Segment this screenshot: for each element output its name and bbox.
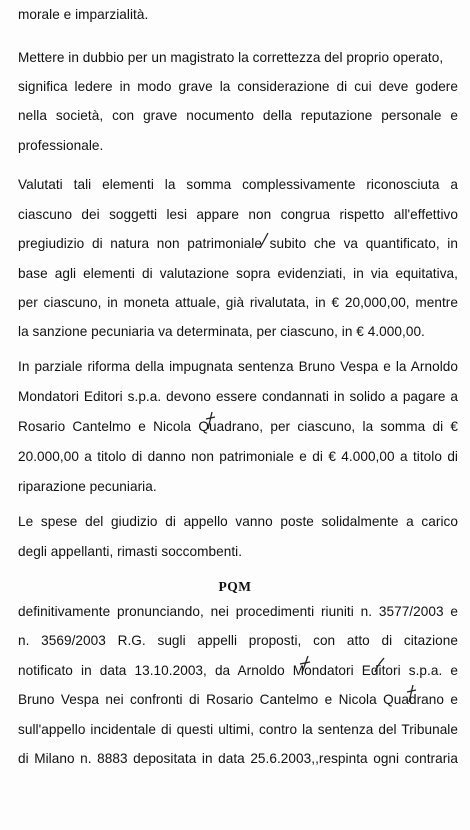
text-line: la sanzione pecuniaria va determinata, per ciascuno, in € 4.000,00. — [18, 324, 425, 339]
text-line: definitivamente pronunciando, nei procedimenti riuniti n. 3577/2003 e — [18, 604, 458, 619]
text-line: ciascuno dei soggetti lesi appare non congrua rispetto all'effettivo — [18, 207, 458, 222]
text-line: significa ledere in modo grave la considerazione di cui deve godere — [18, 79, 458, 94]
text-line: Le spese del giudizio di appello vanno poste solidalmente a carico — [18, 514, 458, 529]
text-line: notificato in data 13.10.2003, da Arnoldo Mondatori Editori s.p.a. e — [18, 663, 458, 678]
text-line: riparazione pecuniaria. — [18, 479, 157, 494]
text-line: sull'appello incidentale di questi ultimi, contro la sentenza del Tribunale — [18, 722, 458, 737]
text-line: Bruno Vespa nei confronti di Rosario Cantelmo e Nicola Quadrano e — [18, 692, 458, 707]
text-line: 20.000,00 a titolo di danno non patrimoniale e di € 4.000,00 a titolo di — [18, 449, 458, 464]
text-line: base agli elementi di valutazione sopra evidenziati, in via equitativa, — [18, 266, 458, 281]
text-line: professionale. — [18, 138, 104, 153]
text-line: degli appellanti, rimasti soccombenti. — [18, 544, 243, 559]
text-line: In parziale riforma della impugnata sentenza Bruno Vespa e la Arnoldo — [18, 359, 458, 374]
text-line: di Milano n. 8883 depositata in data 25.6.2003,,respinta ogni contraria — [18, 751, 458, 766]
text-line: Rosario Cantelmo e Nicola Quadrano, per ciascuno, la somma di € — [18, 419, 458, 434]
text-line: Valutati tali elementi la somma complessivamente riconosciuta a — [18, 177, 458, 192]
text-line: pregiudizio di natura non patrimoniale subito che va quantificato, in — [18, 236, 458, 251]
text-line: n. 3569/2003 R.G. sugli appelli proposti, con atto di citazione — [18, 633, 458, 648]
text-line: per ciascuno, in moneta attuale, già rivalutata, in € 20,000,00, mentre — [18, 295, 458, 310]
text-line: Mettere in dubbio per un magistrato la correttezza del proprio operato, — [18, 50, 444, 65]
text-line: Mondatori Editori s.p.a. devono essere condannati in solido a pagare a — [18, 389, 458, 404]
section-heading: PQM — [218, 579, 252, 594]
text-line: morale e imparzialità. — [18, 7, 149, 22]
text-line: nella società, con grave nocumento della reputazione personale e — [18, 108, 458, 123]
